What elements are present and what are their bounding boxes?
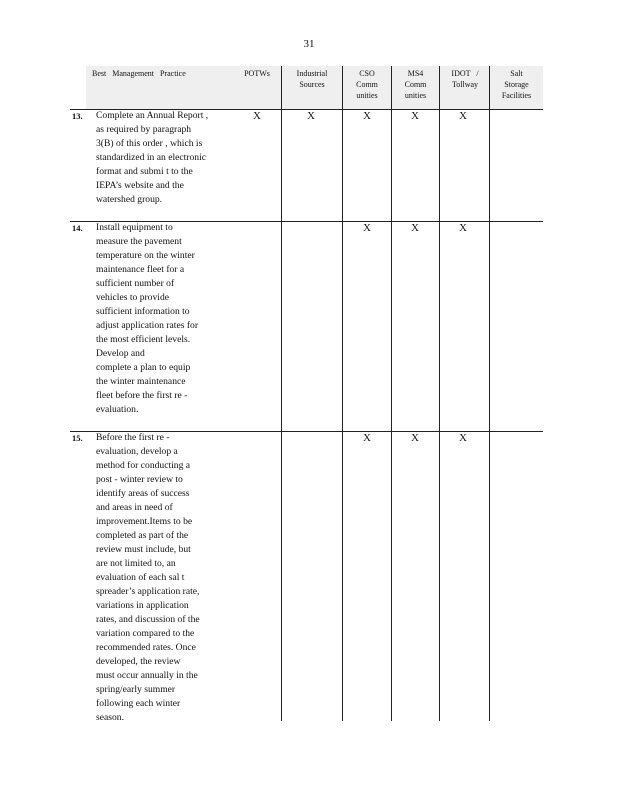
header-idot-tollway: IDOT / Tollway	[451, 69, 479, 89]
header-potws: POTWs	[244, 69, 270, 78]
row-number: 14.	[72, 223, 83, 233]
mark-ms4: X	[411, 110, 419, 122]
header-cso-communities: CSO Comm unities	[356, 69, 378, 100]
col-divider-industrial-cso	[342, 66, 343, 721]
col-divider-cso-ms4	[391, 66, 392, 721]
mark-cso: X	[363, 432, 371, 444]
col-divider-potws-industrial	[281, 66, 282, 721]
row-description: Complete an Annual Report , as required by paragraph 3(B) of this order , which is standardized in an electronic format and submi t to the IEPA’s website and the watershed group.	[96, 110, 209, 205]
col-divider-idot-salt	[489, 66, 490, 721]
row-number: 13.	[72, 111, 83, 121]
row-description: Before the first re - evaluation, develop a method for conducting a post - winter review to identify areas of success and areas in need of improvement.Items to be completed as part of the review must include, but are not limited to, an evaluation of each sal t spreader’s application rate, variations in application rates, and discussion of the variation compared to the recommended rates. Once developed, the review must occur annually in the spring/early summer following each winter season.	[96, 432, 200, 723]
col-divider-ms4-idot	[439, 66, 440, 721]
mark-idot: X	[459, 222, 467, 234]
mark-idot: X	[459, 110, 467, 122]
mark-cso: X	[363, 110, 371, 122]
mark-cso: X	[363, 222, 371, 234]
mark-ms4: X	[411, 432, 419, 444]
header-industrial-sources: Industrial Sources	[296, 69, 328, 89]
header-salt-storage-facilities: Salt Storage Facilities	[501, 69, 532, 100]
row-description: Install equipment to measure the pavement temperature on the winter maintenance fleet for a sufficient number of vehicles to provide sufficient information to adjust application rates for the most efficient levels. Develop and complete a plan to equip the winter maintenance fleet before the first re - evaluation.	[96, 222, 199, 415]
row-number: 15.	[72, 433, 83, 443]
header-ms4-communities: MS4 Comm unities	[404, 69, 427, 100]
header-best-management-practice: Best Management Practice	[92, 69, 186, 78]
mark-industrial: X	[307, 110, 315, 122]
mark-idot: X	[459, 432, 467, 444]
page-number: 31	[303, 38, 315, 50]
mark-potws: X	[253, 110, 261, 122]
mark-ms4: X	[411, 222, 419, 234]
